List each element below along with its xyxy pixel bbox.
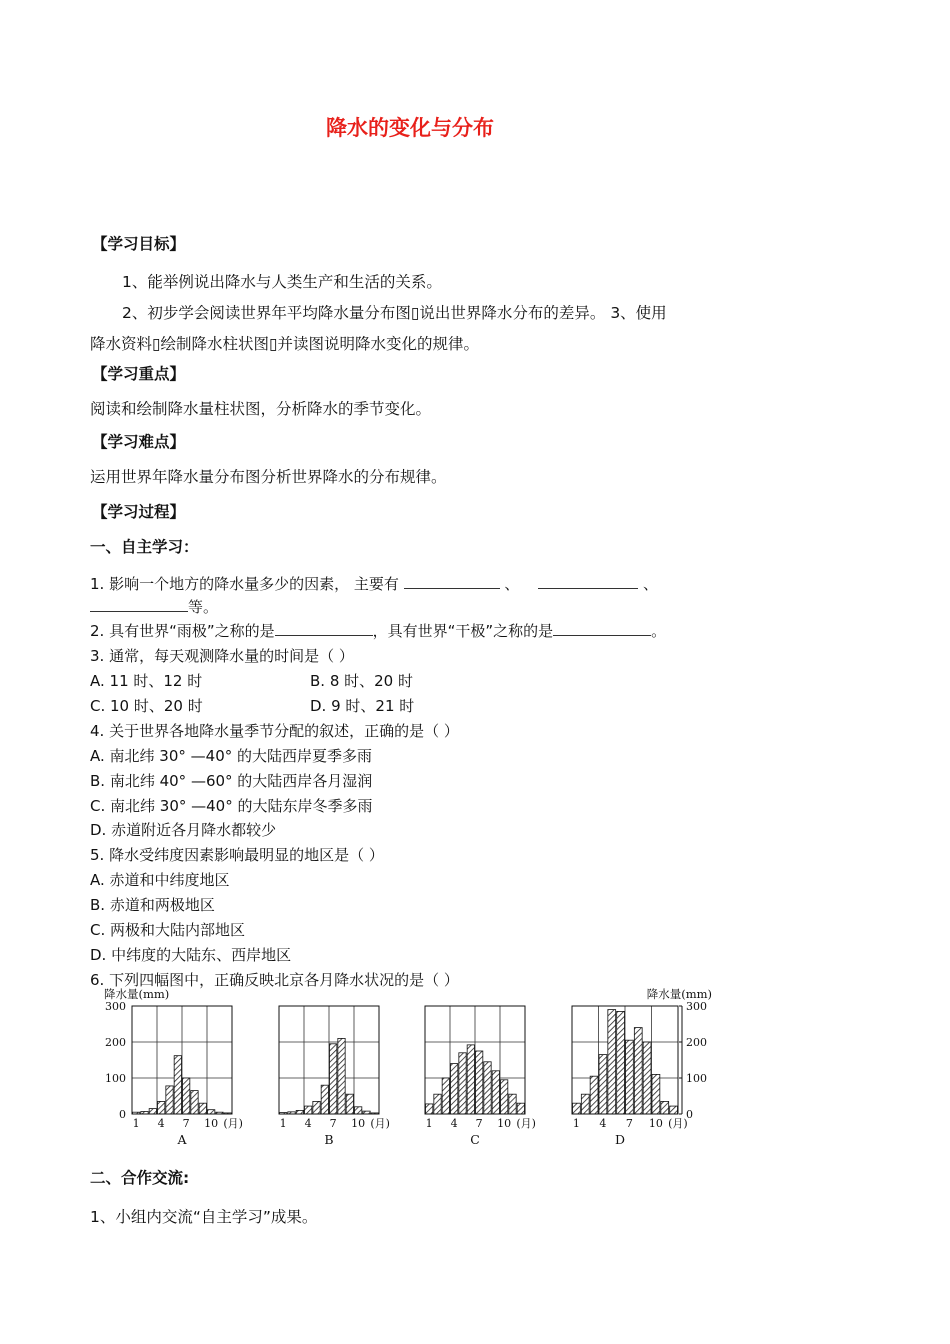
question-2-end: 。 — [651, 622, 667, 640]
question-3-option-d: D. 9 时、21 时 — [310, 697, 415, 715]
chart-label: D — [614, 1132, 626, 1147]
x-tick-label: 7 — [329, 1117, 337, 1130]
bar-D-3 — [590, 1076, 598, 1114]
question-2-blank-1[interactable] — [275, 620, 373, 636]
goal-2-continued: 降水资料▯绘制降水柱状图▯并读图说明降水变化的规律。 — [90, 335, 480, 353]
x-tick-label: 1 — [425, 1117, 433, 1130]
question-5-option-d: D. 中纬度的大陆东、西岸地区 — [90, 946, 292, 964]
question-2-text-a: 2. 具有世界“雨极”之称的是 — [90, 622, 275, 640]
bar-A-9 — [199, 1103, 206, 1114]
chart-label: A — [177, 1132, 187, 1147]
bar-C-7 — [476, 1051, 483, 1114]
bar-C-6 — [467, 1045, 474, 1114]
bar-A-3 — [149, 1109, 156, 1114]
y-tick-label: 0 — [119, 1108, 126, 1121]
question-1-blank-2[interactable] — [538, 573, 638, 589]
x-tick-label: 1 — [279, 1117, 287, 1130]
question-5-option-b: B. 赤道和两极地区 — [90, 896, 215, 914]
bar-D-1 — [573, 1103, 581, 1114]
question-4-option-c: C. 南北纬 30° —40° 的大陆东岸冬季多雨 — [90, 797, 373, 815]
bar-C-12 — [517, 1103, 524, 1114]
y-tick-label: 300 — [105, 1000, 126, 1013]
bar-B-5 — [313, 1101, 320, 1114]
bar-D-12 — [670, 1106, 678, 1114]
y-tick-label: 100 — [105, 1072, 126, 1085]
chart-D — [572, 987, 712, 1147]
question-4-option-a: A. 南北纬 30° —40° 的大陆西岸夏季多雨 — [90, 747, 373, 765]
y-tick-label: 0 — [686, 1108, 693, 1121]
bar-D-9 — [643, 1042, 651, 1114]
bar-C-3 — [442, 1078, 449, 1114]
question-1-end: 等。 — [188, 598, 219, 616]
question-1 — [90, 573, 658, 594]
x-tick-label: 7 — [475, 1117, 483, 1130]
cooperation-item-1: 1、小组内交流“自主学习”成果。 — [90, 1208, 318, 1226]
chart-B — [279, 1006, 390, 1147]
chart-label: C — [470, 1132, 480, 1147]
x-tick-label: 10 — [648, 1117, 663, 1130]
bar-A-7 — [183, 1078, 190, 1114]
x-tick-label: 10 — [497, 1117, 512, 1130]
bar-B-6 — [321, 1085, 328, 1114]
goals-heading: 【学习目标】 — [92, 235, 186, 253]
bar-C-5 — [459, 1053, 466, 1114]
question-5-option-c: C. 两极和大陆内部地区 — [90, 921, 246, 939]
key-heading: 【学习重点】 — [92, 365, 186, 383]
x-tick-label: 1 — [572, 1117, 580, 1130]
goal-2: 2、初步学会阅读世界年平均降水量分布图▯说出世界降水分布的差异。 3、使用 — [122, 304, 667, 322]
x-unit-label: (月) — [223, 1117, 243, 1130]
bar-D-4 — [599, 1055, 607, 1114]
difficulty-text: 运用世界年降水量分布图分析世界降水的分布规律。 — [90, 468, 447, 486]
x-tick-label: 1 — [132, 1117, 140, 1130]
x-tick-label: 4 — [304, 1117, 312, 1130]
bar-A-6 — [174, 1056, 181, 1114]
question-4-option-d: D. 赤道附近各月降水都较少 — [90, 821, 277, 839]
bar-B-10 — [355, 1107, 362, 1114]
bar-C-1 — [426, 1104, 433, 1114]
chart-C — [425, 1006, 536, 1147]
question-6: 6. 下列四幅图中，正确反映北京各月降水状况的是（ ） — [90, 971, 459, 989]
self-study-heading: 一、自主学习： — [90, 538, 199, 556]
bar-D-2 — [581, 1094, 589, 1114]
bar-C-2 — [434, 1094, 441, 1114]
chart-A — [104, 987, 243, 1147]
x-unit-label: (月) — [668, 1117, 688, 1130]
y-tick-label: 300 — [686, 1000, 707, 1013]
cooperation-heading: 二、合作交流: — [90, 1169, 190, 1187]
x-tick-label: 4 — [450, 1117, 458, 1130]
bar-C-11 — [509, 1094, 516, 1114]
separator: 、 — [643, 575, 659, 593]
question-5: 5. 降水受纬度因素影响最明显的地区是（ ） — [90, 846, 384, 864]
bar-D-11 — [661, 1101, 669, 1114]
process-heading: 【学习过程】 — [92, 503, 186, 521]
x-tick-label: 7 — [182, 1117, 190, 1130]
bar-A-4 — [158, 1101, 165, 1114]
precipitation-charts — [0, 984, 950, 1154]
y-tick-label: 100 — [686, 1072, 707, 1085]
bar-A-8 — [191, 1091, 198, 1114]
y-axis-label: 降水量(mm) — [104, 987, 170, 1001]
bar-A-5 — [166, 1086, 173, 1114]
x-tick-label: 10 — [351, 1117, 366, 1130]
question-2-blank-2[interactable] — [553, 620, 651, 636]
bar-B-3 — [296, 1110, 303, 1114]
x-tick-label: 10 — [204, 1117, 219, 1130]
question-5-option-a: A. 赤道和中纬度地区 — [90, 871, 230, 889]
question-3-option-b: B. 8 时、20 时 — [310, 672, 413, 690]
x-tick-label: 7 — [625, 1117, 633, 1130]
separator: 、 — [504, 575, 520, 593]
question-1-blank-1[interactable] — [404, 573, 500, 589]
question-4: 4. 关于世界各地降水量季节分配的叙述，正确的是（ ） — [90, 722, 459, 740]
chart-label: B — [324, 1132, 334, 1147]
bar-D-7 — [626, 1040, 634, 1114]
key-text: 阅读和绘制降水量柱状图，分析降水的季节变化。 — [90, 400, 432, 418]
y-tick-label: 200 — [105, 1036, 126, 1049]
x-unit-label: (月) — [516, 1117, 536, 1130]
bar-D-6 — [617, 1011, 625, 1114]
bar-B-8 — [338, 1038, 345, 1114]
x-tick-label: 4 — [157, 1117, 165, 1130]
bar-B-7 — [330, 1044, 337, 1114]
bar-A-10 — [208, 1110, 215, 1114]
bar-C-10 — [501, 1080, 508, 1114]
x-tick-label: 4 — [599, 1117, 607, 1130]
bar-D-5 — [608, 1010, 616, 1114]
question-3-option-c: C. 10 时、20 时 — [90, 697, 203, 715]
question-1-continued — [90, 596, 218, 617]
y-tick-label: 200 — [686, 1036, 707, 1049]
question-3: 3. 通常，每天观测降水量的时间是（ ） — [90, 647, 354, 665]
page-title: 降水的变化与分布 — [326, 116, 494, 140]
x-unit-label: (月) — [370, 1117, 390, 1130]
y-axis-label: 降水量(mm) — [646, 987, 712, 1001]
difficulty-heading: 【学习难点】 — [92, 433, 186, 451]
bar-C-4 — [451, 1064, 458, 1114]
question-4-option-b: B. 南北纬 40° —60° 的大陆西岸各月湿润 — [90, 772, 373, 790]
bar-D-8 — [634, 1028, 642, 1114]
bar-D-10 — [652, 1074, 660, 1114]
bar-C-9 — [492, 1071, 499, 1114]
question-2 — [90, 620, 666, 641]
question-1-text: 1. 影响一个地方的降水量多少的因素， 主要有 — [90, 575, 399, 593]
bar-B-9 — [346, 1094, 353, 1114]
question-2-text-b: ，具有世界“干极”之称的是 — [372, 622, 554, 640]
question-1-blank-3[interactable] — [90, 596, 188, 612]
question-3-option-a: A. 11 时、12 时 — [90, 672, 203, 690]
goal-1: 1、能举例说出降水与人类生产和生活的关系。 — [122, 273, 442, 291]
bar-C-8 — [484, 1062, 491, 1114]
bar-B-4 — [305, 1106, 312, 1114]
